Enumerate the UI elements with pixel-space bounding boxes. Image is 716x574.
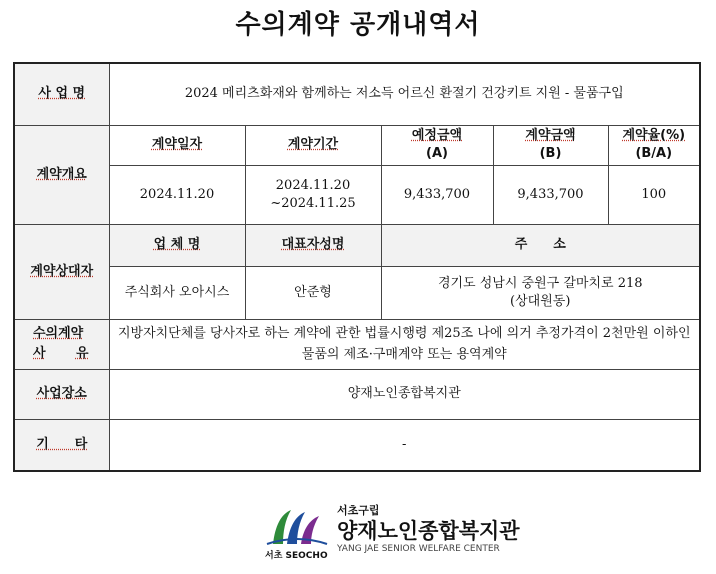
document-title: 수의계약 공개내역서 <box>235 10 481 40</box>
representative-value: 안준형 <box>245 266 381 319</box>
header-contract-date: 계약일자 <box>109 125 245 165</box>
location-value: 양재노인종합복지관 <box>109 369 700 419</box>
location-row <box>14 369 700 419</box>
header-contract-rate: 계약율(%) (B/A) <box>608 125 700 165</box>
header-address: 주 소 <box>381 224 700 266</box>
counterparty-label: 계약상대자 <box>14 224 109 319</box>
footer-logo-block <box>265 500 520 562</box>
org-name: 양재노인종합복지관 <box>337 519 520 543</box>
header-company: 업 체 명 <box>109 224 245 266</box>
project-value: 2024 메리츠화재와 함께하는 저소득 어르신 환절기 건강키트 지원 - 물품구입 <box>109 63 700 125</box>
contract-date-value: 2024.11.20 <box>109 165 245 224</box>
overview-label: 계약개요 <box>14 125 109 224</box>
project-label: 사 업 명 <box>14 63 109 125</box>
counterparty-value-row <box>14 266 700 319</box>
contract-period-value: 2024.11.20 ~2024.11.25 <box>245 165 381 224</box>
company-value: 주식회사 오아시스 <box>109 266 245 319</box>
overview-header-row <box>14 125 700 165</box>
reason-row <box>14 319 700 369</box>
reason-label: 수의계약 사 유 <box>14 319 109 369</box>
estimated-amount-value: 9,433,700 <box>381 165 493 224</box>
org-english-name: YANG JAE SENIOR WELFARE CENTER <box>337 544 500 554</box>
project-row <box>14 63 700 125</box>
reason-value: 지방자치단체를 당사자로 하는 계약에 관한 법률시행령 제25조 나에 의거 추정가격이 2천만원 이하인 물품의 제조·구매계약 또는 용역계약 <box>109 319 700 369</box>
etc-value: - <box>109 419 700 471</box>
org-district: 서초구립 <box>337 504 380 517</box>
location-label: 사업장소 <box>14 369 109 419</box>
header-contract-amount: 계약금액 (B) <box>493 125 608 165</box>
welfare-center-logo-icon <box>265 504 329 548</box>
contract-rate-value: 100 <box>608 165 700 224</box>
header-estimated-amount: 예정금액 (A) <box>381 125 493 165</box>
contract-amount-value: 9,433,700 <box>493 165 608 224</box>
address-value: 경기도 성남시 중원구 갈마치로 218 (상대원동) <box>381 266 700 319</box>
header-contract-period: 계약기간 <box>245 125 381 165</box>
logo-caption: 서초 SEOCHO <box>265 551 328 561</box>
etc-row <box>14 419 700 471</box>
counterparty-header-row <box>14 224 700 266</box>
disclosure-table <box>13 62 701 472</box>
header-representative: 대표자성명 <box>245 224 381 266</box>
overview-value-row <box>14 165 700 224</box>
etc-label: 기 타 <box>14 419 109 471</box>
